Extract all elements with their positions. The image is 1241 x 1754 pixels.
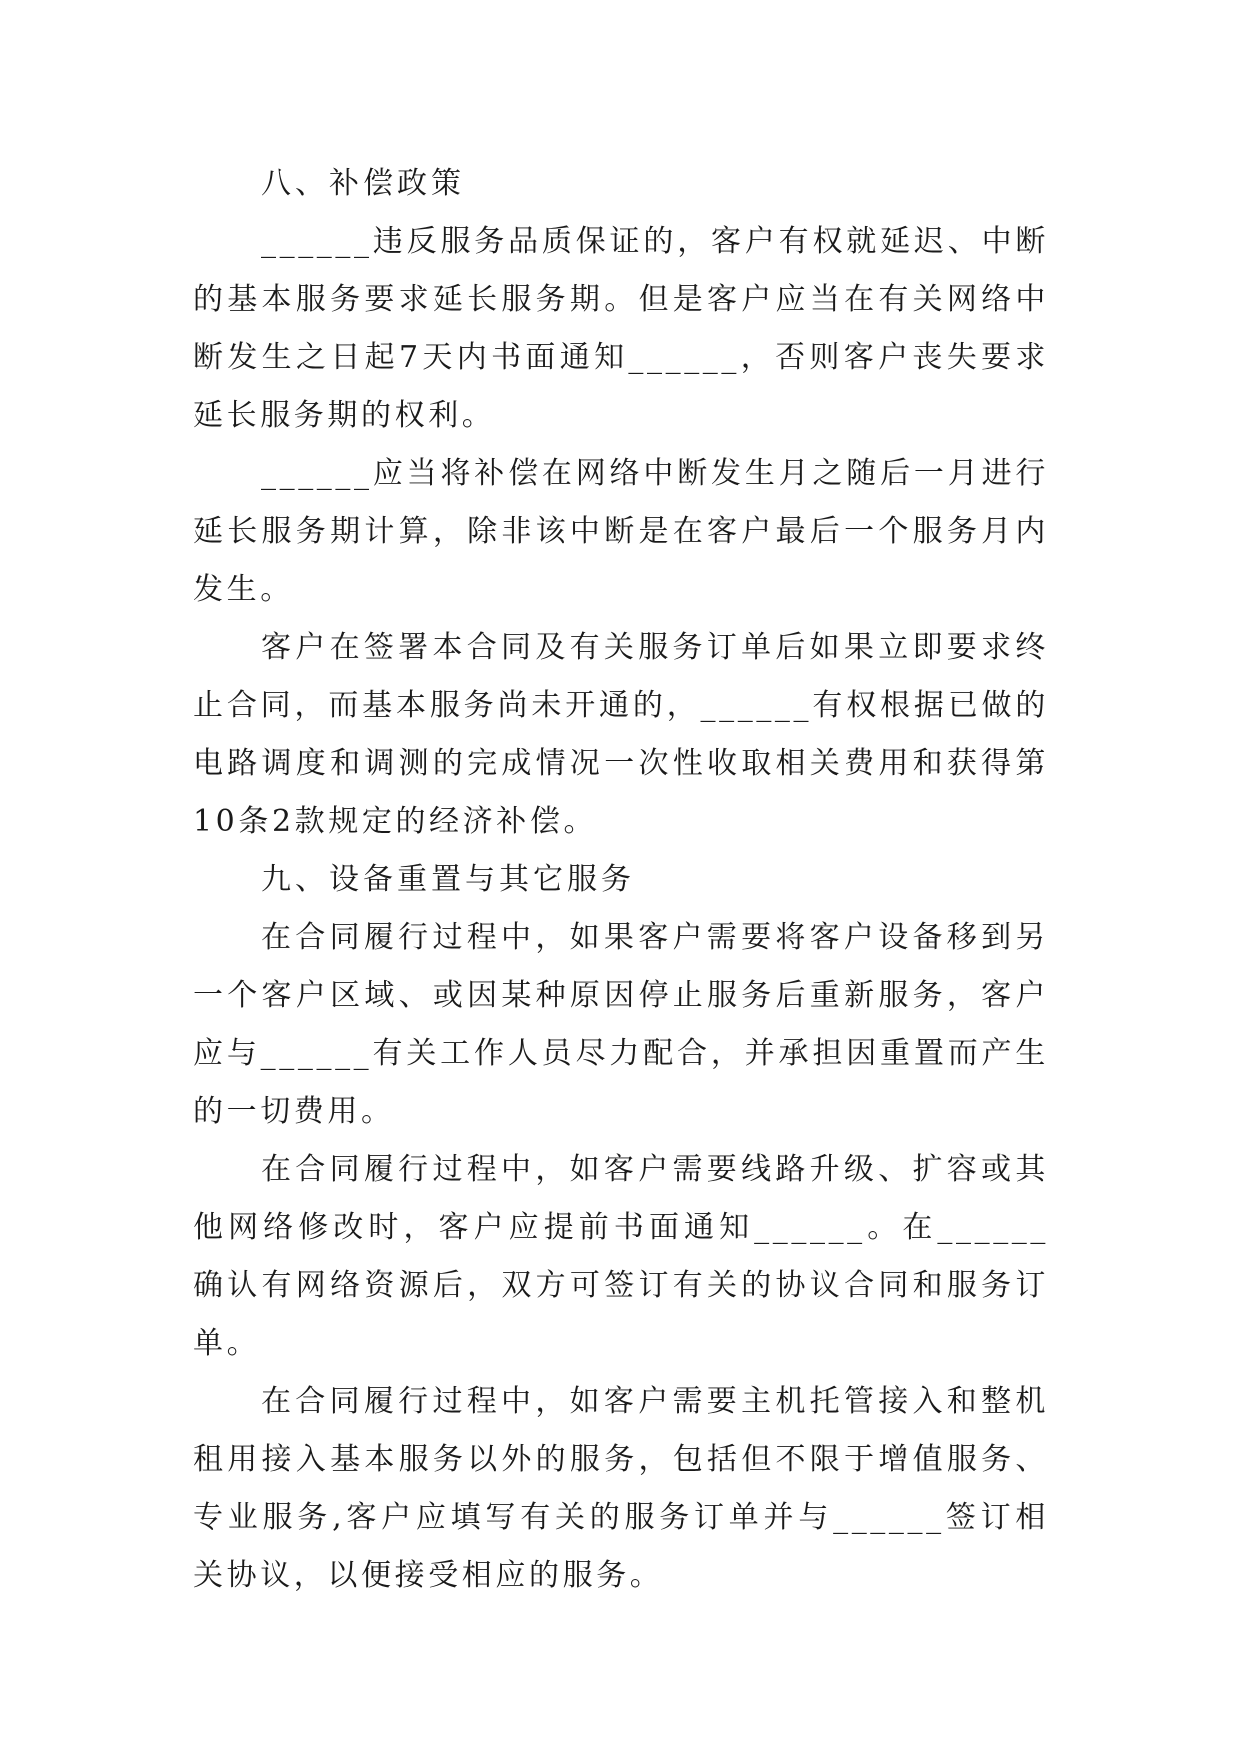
- section-9-heading: 九、设备重置与其它服务: [261, 862, 635, 897]
- paragraph-early-termination: 客户在签署本合同及有关服务订单后如果立即要求终止合同，而基本服务尚未开通的，______有权根据已做的电路调度和调测的完成情况一次性收取相关费用和获得第10条2款规定的经济补偿。: [193, 630, 1049, 839]
- paragraph-equipment-relocation: 在合同履行过程中，如果客户需要将客户设备移到另一个客户区域、或因某种原因停止服务后重新服务，客户应与______有关工作人员尽力配合，并承担因重置而产生的一切费用。: [193, 920, 1049, 1129]
- paragraph-other-services: 在合同履行过程中，如客户需要主机托管接入和整机租用接入基本服务以外的服务，包括但不限于增值服务、专业服务,客户应填写有关的服务订单并与______签订相关协议，以便接受相应的服务。: [193, 1384, 1049, 1593]
- paragraph-compensation-extension: ______违反服务品质保证的，客户有权就延迟、中断的基本服务要求延长服务期。但是客户应当在有关网络中断发生之日起7天内书面通知______，否则客户丧失要求延长服务期的权利。: [193, 224, 1049, 433]
- document-body: [193, 155, 1049, 1605]
- paragraph-line-upgrade: 在合同履行过程中，如客户需要线路升级、扩容或其他网络修改时，客户应提前书面通知______。在______确认有网络资源后，双方可签订有关的协议合同和服务订单。: [193, 1152, 1049, 1361]
- paragraph-compensation-calculation: ______应当将补偿在网络中断发生月之随后一月进行延长服务期计算，除非该中断是在客户最后一个服务月内发生。: [193, 456, 1049, 607]
- section-8-heading: 八、补偿政策: [261, 166, 465, 201]
